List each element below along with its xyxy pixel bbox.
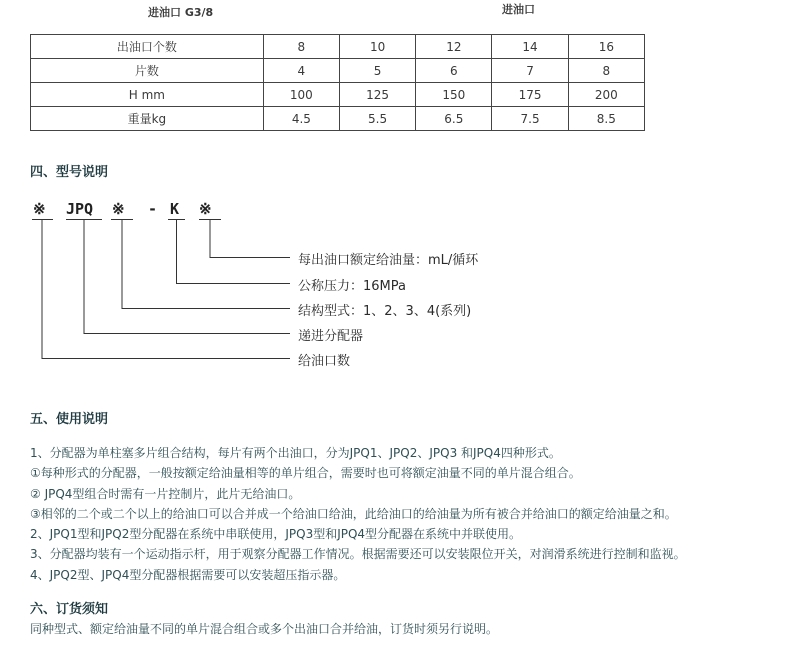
table-cell: 200 xyxy=(568,83,644,107)
section-model-title: 四、型号说明 xyxy=(30,165,109,180)
section-order-title: 六、订货须知 xyxy=(30,602,109,617)
table-cell: 8 xyxy=(568,59,644,83)
table-cell: 14 xyxy=(492,35,568,59)
callout-progressive-distributor: 递进分配器 xyxy=(298,329,364,344)
section-usage-title: 五、使用说明 xyxy=(30,412,109,427)
inlet-port-label-right: 进油口 xyxy=(502,3,535,16)
row-label-outlet-count: 出油口个数 xyxy=(31,35,264,59)
table-cell: 7.5 xyxy=(492,107,568,131)
table-cell: 8.5 xyxy=(568,107,644,131)
usage-line: 3、分配器均装有一个运动指示杆，用于观察分配器工作情况。根据需要还可以安装限位开关，对润滑系统进行控制和监视。 xyxy=(30,547,686,562)
table-cell: 125 xyxy=(339,83,415,107)
model-code-part-feed-count: ※ xyxy=(33,200,46,218)
table-cell: 5 xyxy=(339,59,415,83)
usage-line: 2、JPQ1型和JPQ2型分配器在系统中串联使用，JPQ3型和JPQ4型分配器在系统中并联使用。 xyxy=(30,527,522,542)
usage-line: 4、JPQ2型、JPQ4型分配器根据需要可以安装超压指示器。 xyxy=(30,567,346,582)
row-label-plate-count: 片数 xyxy=(31,59,264,83)
usage-line: 1、分配器为单柱塞多片组合结构，每片有两个出油口，分为JPQ1、JPQ2、JPQ3 和JPQ4四种形式。 xyxy=(30,446,561,460)
table-cell: 12 xyxy=(416,35,492,59)
table-cell: 150 xyxy=(416,83,492,107)
row-label-height: H mm xyxy=(31,83,264,107)
inlet-port-label-left: 进油口 G3/8 xyxy=(148,6,214,19)
table-cell: 7 xyxy=(492,59,568,83)
usage-line: ③相邻的二个或二个以上的给油口可以合并成一个给油口给油，此给油口的给油量为所有被合并给油口的额定给油量之和。 xyxy=(30,506,677,521)
table-cell: 175 xyxy=(492,83,568,107)
model-code-part-pressure: K xyxy=(170,200,180,218)
callout-flow-per-outlet: 每出油口额定给油量：mL/循环 xyxy=(298,253,479,268)
callout-nominal-pressure: 公称压力：16MPa xyxy=(298,279,406,294)
usage-line: ①每种形式的分配器，一般按额定给油量相等的单片组合，需要时也可将额定油量不同的单片混合组合。 xyxy=(30,466,581,481)
spec-table xyxy=(30,34,645,131)
table-row xyxy=(31,83,645,107)
row-label-weight: 重量kg xyxy=(31,107,264,131)
table-row xyxy=(31,35,645,59)
table-cell: 6.5 xyxy=(416,107,492,131)
model-code-part-series: JPQ xyxy=(66,200,94,218)
usage-line: ② JPQ4型组合时需有一片控制片，此片无给油口。 xyxy=(30,486,301,501)
model-code-part-flow: ※ xyxy=(199,200,212,218)
table-cell: 4.5 xyxy=(263,107,339,131)
model-code-dash: - xyxy=(148,200,158,218)
table-cell: 100 xyxy=(263,83,339,107)
table-cell: 8 xyxy=(263,35,339,59)
table-cell: 5.5 xyxy=(339,107,415,131)
table-row xyxy=(31,59,645,83)
table-row xyxy=(31,107,645,131)
callout-structure-type: 结构型式：1、2、3、4(系列) xyxy=(298,304,472,319)
model-code-part-structure: ※ xyxy=(112,200,125,218)
usage-instructions xyxy=(30,444,790,586)
table-cell: 4 xyxy=(263,59,339,83)
order-note-line: 同种型式、额定给油量不同的单片混合组合或多个出油口合并给油，订货时须另行说明。 xyxy=(30,622,499,636)
table-cell: 10 xyxy=(339,35,415,59)
table-cell: 16 xyxy=(568,35,644,59)
table-cell: 6 xyxy=(416,59,492,83)
callout-feed-port-count: 给油口数 xyxy=(298,354,351,369)
